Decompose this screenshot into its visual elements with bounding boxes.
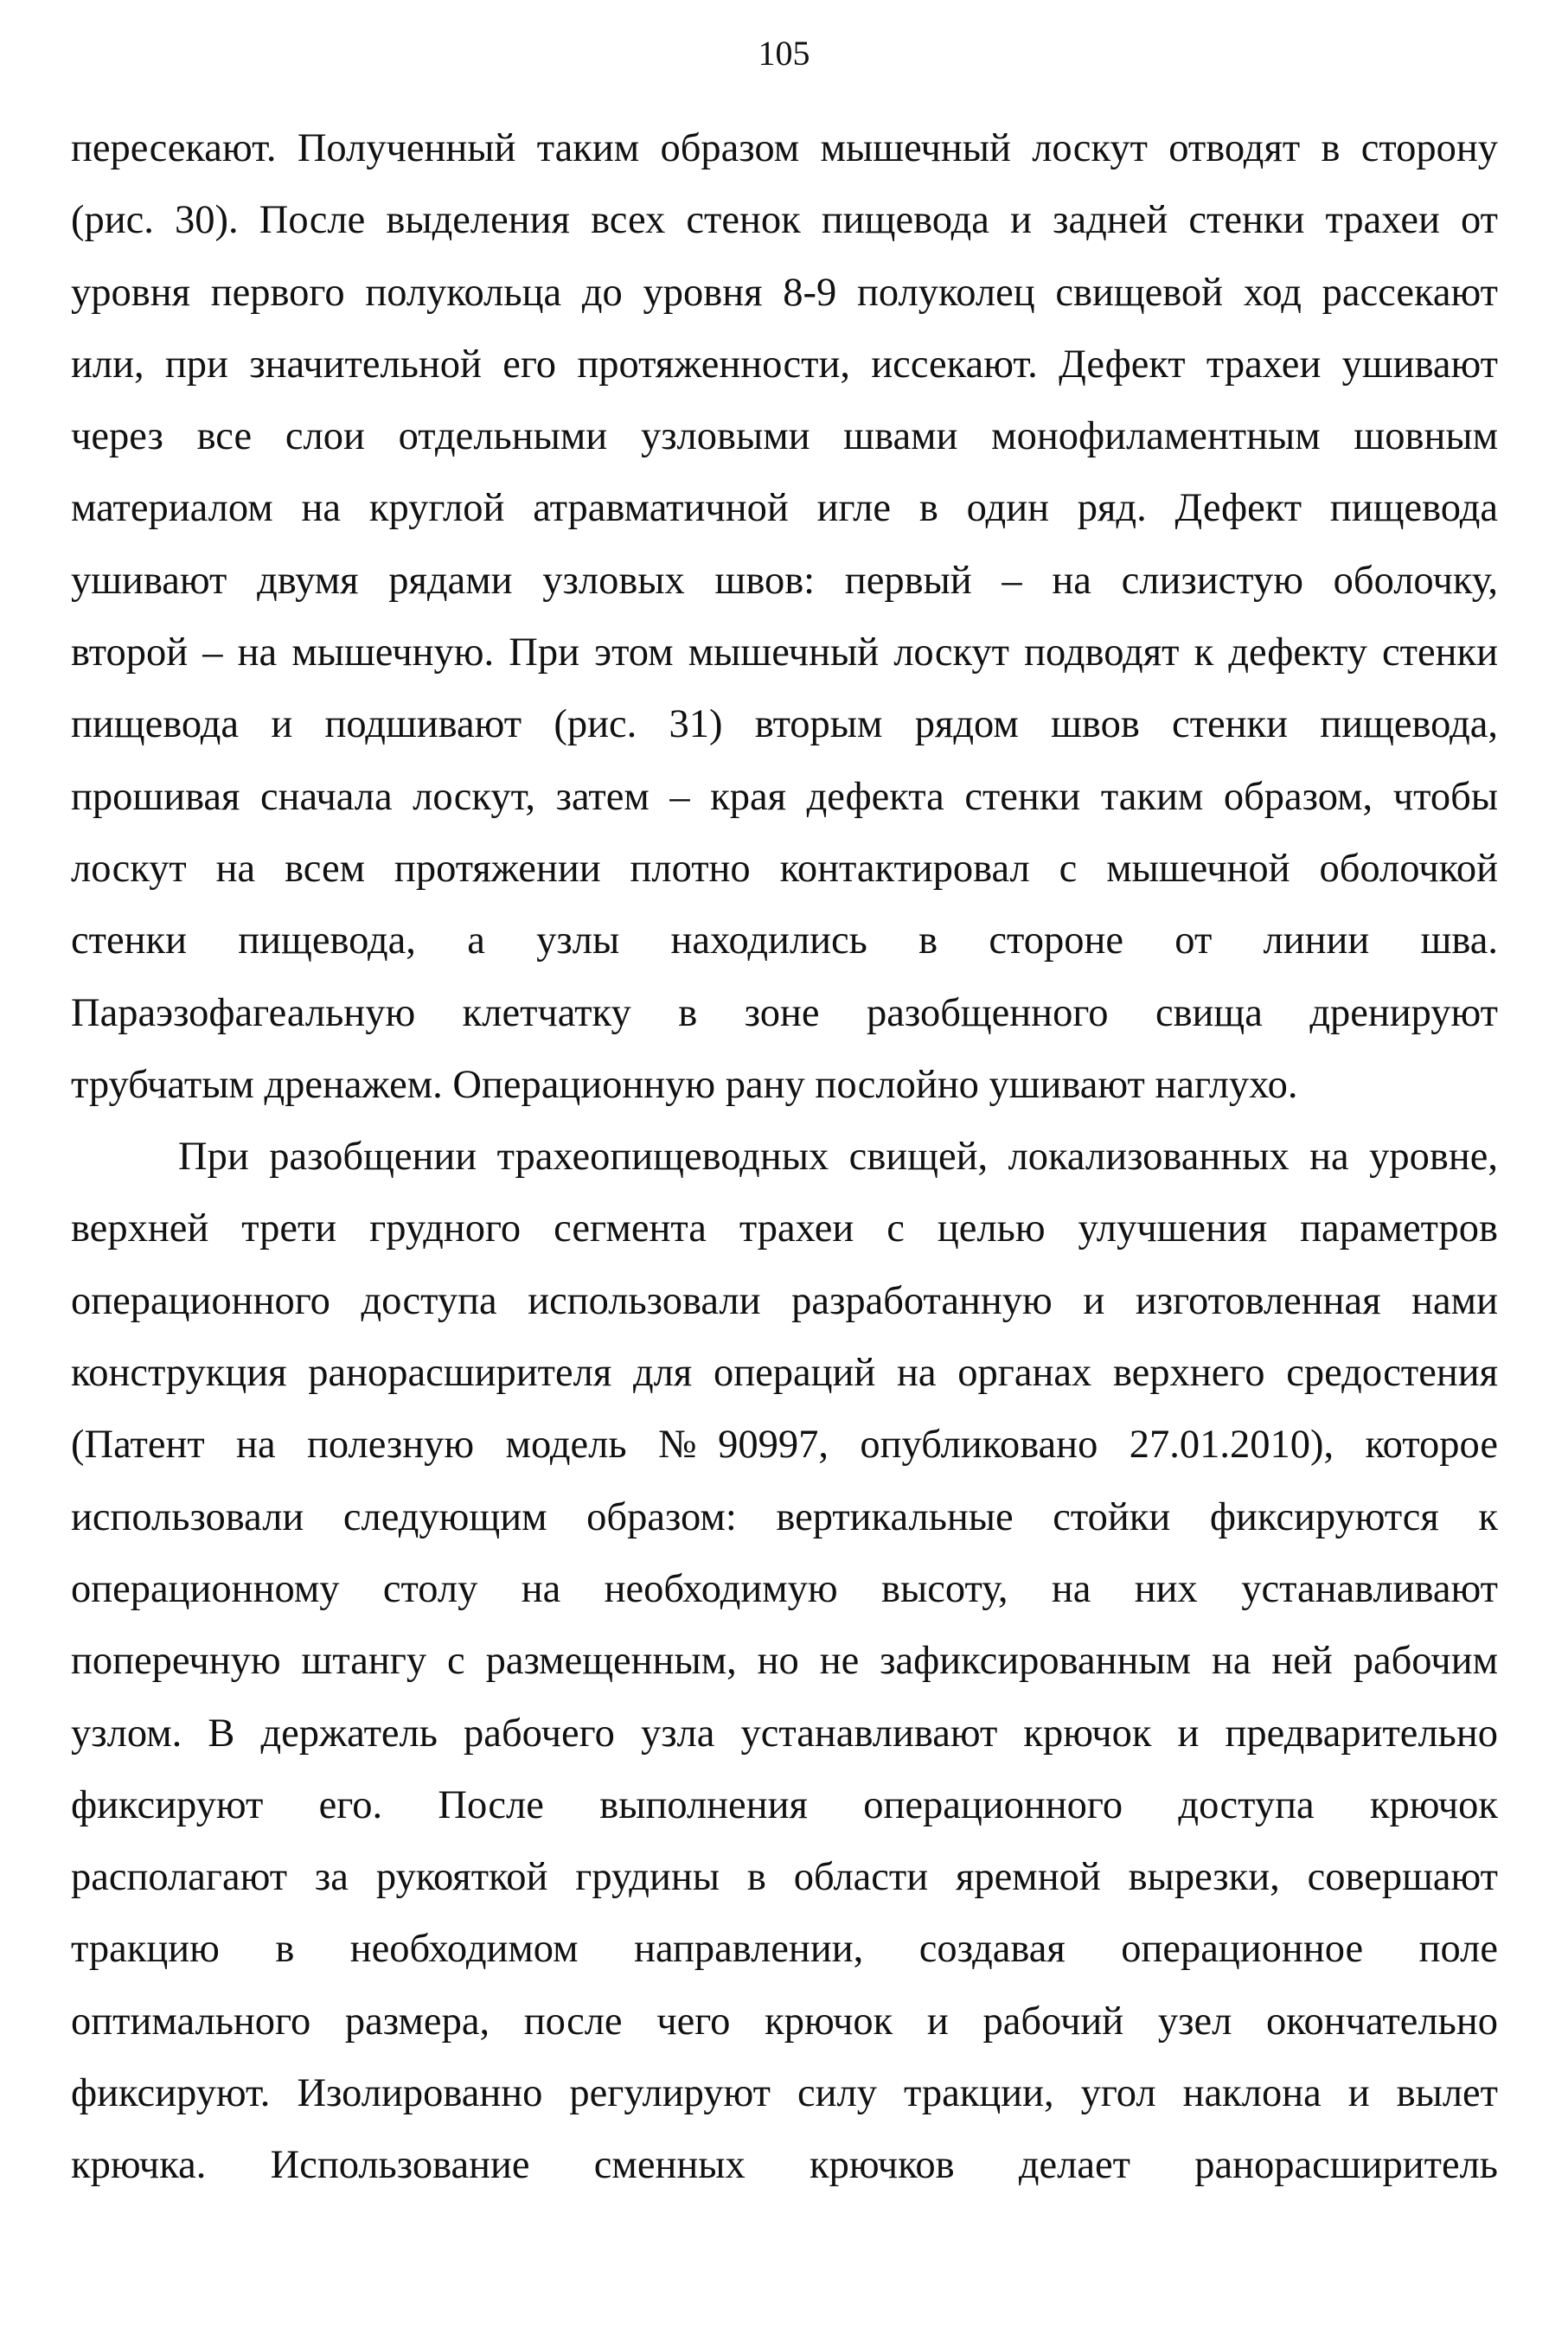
text-line: прошивая сначала лоскут, затем – края дефекта стенки таким образом, чтобы — [71, 774, 1498, 819]
text-line: крючка. Использование сменных крючков делает ранорасширитель — [71, 2143, 1498, 2188]
text-line: уровня первого полукольца до уровня 8-9 полуколец свищевой ход рассекают — [71, 270, 1498, 315]
text-line: узлом. В держатель рабочего узла устанавливают крючок и предварительно — [71, 1711, 1498, 1756]
text-line: верхней трети грудного сегмента трахеи с целью улучшения параметров — [71, 1206, 1498, 1251]
text-line: лоскут на всем протяжении плотно контактировал с мышечной оболочкой — [71, 846, 1498, 891]
text-line: операционного доступа использовали разработанную и изготовленная нами — [71, 1278, 1498, 1323]
text-line: тракцию в необходимом направлении, создавая операционное поле — [71, 1927, 1498, 1972]
text-line: Параэзофагеальную клетчатку в зоне разобщенного свища дренируют — [71, 990, 1498, 1035]
text-line: пищевода и подшивают (рис. 31) вторым рядом швов стенки пищевода, — [71, 702, 1498, 747]
text-line: (Патент на полезную модель №90997, опубликовано 27.01.2010), которое — [71, 1423, 1498, 1468]
paragraph-1 — [71, 112, 1498, 1121]
body-text — [71, 112, 1498, 2202]
text-line: ушивают двумя рядами узловых швов: первый – на слизистую оболочку, — [71, 558, 1498, 603]
text-line: фиксируют. Изолированно регулируют силу тракции, угол наклона и вылет — [71, 2071, 1498, 2116]
text-line: трубчатым дренажем. Операционную рану послойно ушивают наглухо. — [71, 1062, 1298, 1107]
text-line: через все слои отдельными узловыми швами монофиламентным шовным — [71, 414, 1498, 459]
text-line: или, при значительной его протяженности, иссекают. Дефект трахеи ушивают — [71, 342, 1498, 387]
text-line: располагают за рукояткой грудины в области яремной вырезки, совершают — [71, 1855, 1498, 1900]
text-line: стенки пищевода, а узлы находились в стороне от линии шва. — [71, 918, 1498, 963]
text-line: При разобщении трахеопищеводных свищей, локализованных на уровне, — [178, 1135, 1498, 1180]
text-line: поперечную штангу с размещенным, но не зафиксированным на ней рабочим — [71, 1639, 1498, 1684]
text-line: пересекают. Полученный таким образом мышечный лоскут отводят в сторону — [71, 126, 1498, 170]
text-line: фиксируют его. После выполнения операционного доступа крючок — [71, 1782, 1498, 1827]
text-line: оптимального размера, после чего крючок и рабочий узел окончательно — [71, 1999, 1498, 2044]
text-line: второй – на мышечную. При этом мышечный лоскут подводят к дефекту стенки — [71, 630, 1498, 675]
text-line: операционному столу на необходимую высоту, на них устанавливают — [71, 1566, 1498, 1611]
text-line: использовали следующим образом: вертикальные стойки фиксируются к — [71, 1494, 1498, 1539]
page-number: 105 — [758, 34, 810, 73]
text-line: материалом на круглой атравматичной игле в один ряд. Дефект пищевода — [71, 486, 1498, 531]
text-line: конструкция ранорасширителя для операций на органах верхнего средостения — [71, 1351, 1498, 1396]
text-line: (рис. 30). После выделения всех стенок пищевода и задней стенки трахеи от — [71, 198, 1498, 243]
paragraph-2 — [71, 1121, 1498, 2201]
